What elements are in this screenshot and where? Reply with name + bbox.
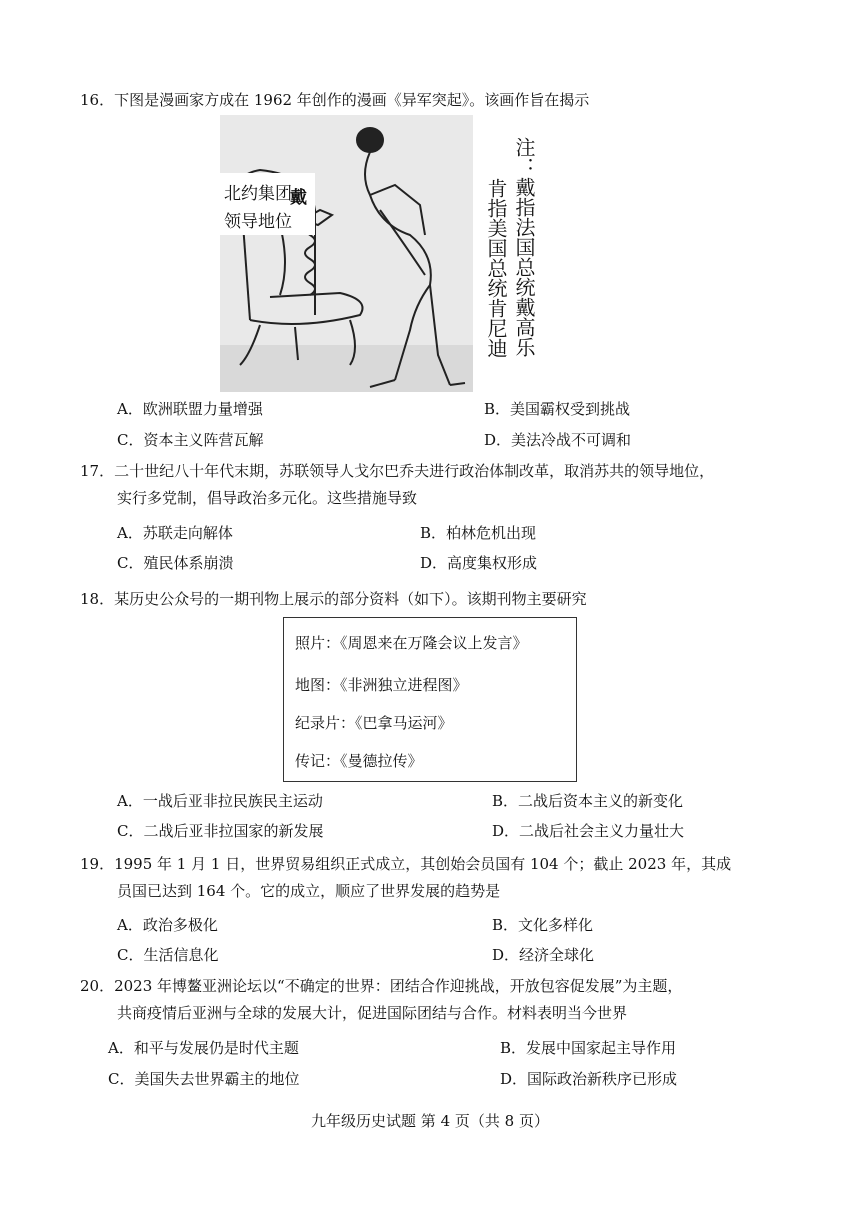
q20-option-b: B．发展中国家起主导作用 <box>500 1039 677 1057</box>
page-footer: 九年级历史试题 第 4 页（共 8 页） <box>311 1112 549 1130</box>
q17-option-d: D．高度集权形成 <box>420 554 538 572</box>
q18-stem: 18．某历史公众号的一期刊物上展示的部分资料（如下）。该期刊物主要研究 <box>80 590 587 608</box>
q17-option-a: A．苏联走向解体 <box>117 524 233 542</box>
q17-stem-line2: 实行多党制，倡导政治多元化。这些措施导致 <box>117 489 418 507</box>
q20-stem-line1: 20．2023 年博鳌亚洲论坛以“不确定的世界：团结合作迎挑战，开放包容促发展”为主题， <box>80 977 683 995</box>
q18-material-map: 地图：《非洲独立进程图》 <box>295 676 468 694</box>
cartoon-note-col2: 肯指美国总统肯尼迪 <box>484 178 508 358</box>
q18-material-documentary: 纪录片：《巴拿马运河》 <box>295 714 453 732</box>
q19-option-d: D．经济全球化 <box>492 946 595 964</box>
q16-option-d: D．美法冷战不可调和 <box>484 431 632 449</box>
q19-option-c: C．生活信息化 <box>117 946 219 964</box>
q18-option-a: A．一战后亚非拉民族民主运动 <box>117 792 323 810</box>
cartoon-note-col1: 注：戴指法国总统戴高乐 <box>512 137 536 357</box>
q20-option-c: C．美国失去世界霸主的地位 <box>108 1070 300 1088</box>
cartoon-caption-line1: 北约集团 <box>224 184 292 204</box>
q16-stem: 16．下图是漫画家方成在 1962 年创作的漫画《异军突起》。该画作旨在揭示 <box>80 91 590 109</box>
cartoon-dai-label: 戴 <box>290 188 307 208</box>
q18-material-photo: 照片：《周恩来在万隆会议上发言》 <box>295 634 528 652</box>
q20-option-a: A．和平与发展仍是时代主题 <box>108 1039 299 1057</box>
q18-material-box <box>283 617 577 782</box>
q18-option-c: C．二战后亚非拉国家的新发展 <box>117 822 324 840</box>
cartoon-caption-line2: 领导地位 <box>224 212 292 232</box>
q19-option-b: B．文化多样化 <box>492 916 594 934</box>
cartoon-drawing <box>220 115 473 392</box>
q20-option-d: D．国际政治新秩序已形成 <box>500 1070 678 1088</box>
q17-option-b: B．柏林危机出现 <box>420 524 537 542</box>
q19-stem-line1: 19．1995 年 1 月 1 日，世界贸易组织正式成立，其创始会员国有 104 个；截止 2023 年，其成 <box>80 855 732 873</box>
q16-option-a: A．欧洲联盟力量增强 <box>117 400 263 418</box>
q18-option-b: B．二战后资本主义的新变化 <box>492 792 684 810</box>
q18-material-biography: 传记：《曼德拉传》 <box>295 752 423 770</box>
cartoon-image <box>220 115 473 392</box>
q16-option-b: B．美国霸权受到挑战 <box>484 400 631 418</box>
q20-stem-line2: 共商疫情后亚洲与全球的发展大计，促进国际团结与合作。材料表明当今世界 <box>117 1004 628 1022</box>
q16-option-c: C．资本主义阵营瓦解 <box>117 431 264 449</box>
q18-option-d: D．二战后社会主义力量壮大 <box>492 822 685 840</box>
q17-stem-line1: 17．二十世纪八十年代末期，苏联领导人戈尔巴乔夫进行政治体制改革，取消苏共的领导地位， <box>80 462 715 480</box>
q17-option-c: C．殖民体系崩溃 <box>117 554 234 572</box>
q19-option-a: A．政治多极化 <box>117 916 218 934</box>
q19-stem-line2: 员国已达到 164 个。它的成立，顺应了世界发展的趋势是 <box>117 882 501 900</box>
